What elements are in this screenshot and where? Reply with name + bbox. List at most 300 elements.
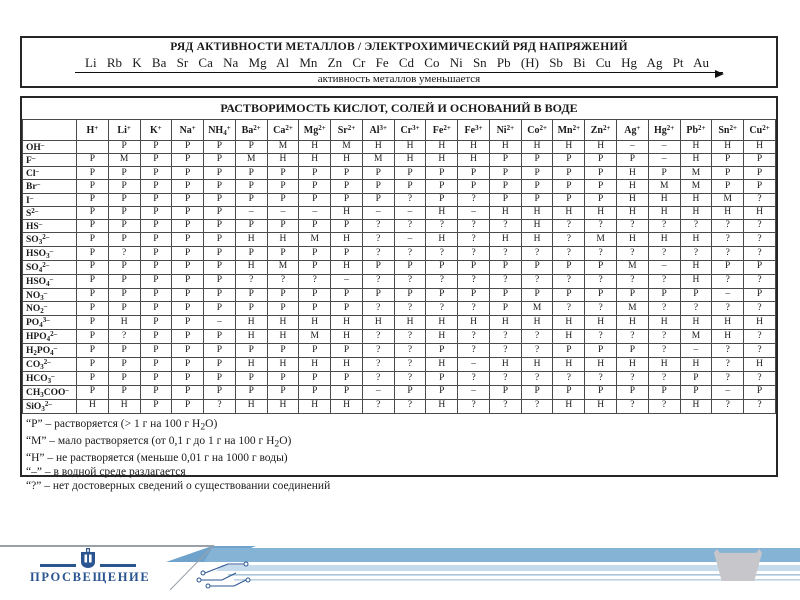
solubility-cell: М <box>648 180 680 193</box>
solubility-cell: Н <box>553 316 585 330</box>
solubility-cell: Н <box>553 358 585 372</box>
solubility-cell: Р <box>426 288 458 302</box>
cation-header: $Co^{2+}$ <box>521 120 553 141</box>
solubility-cell: Р <box>172 302 204 316</box>
solubility-cell: – <box>648 154 680 167</box>
solubility-cell: Р <box>458 288 490 302</box>
table-row <box>23 167 776 180</box>
anion-label: OH– <box>23 141 77 154</box>
table-row <box>23 260 776 274</box>
solubility-cell: ? <box>712 246 744 260</box>
solubility-cell: Н <box>235 232 267 246</box>
solubility-cell: ? <box>744 344 776 358</box>
solubility-cell: Р <box>331 246 363 260</box>
anion-label: SiO$_3^{2-}$ <box>23 399 77 413</box>
solubility-cell: Р <box>331 385 363 399</box>
solubility-cell: Н <box>553 330 585 344</box>
solubility-cell: ? <box>458 330 490 344</box>
solubility-cell: ? <box>299 274 331 288</box>
solubility-cell: Р <box>267 167 299 180</box>
legend-item: “М” – мало растворяется (от 0,1 г до 1 г на 100 г $H_2O$) <box>26 434 292 450</box>
solubility-cell: Н <box>394 141 426 154</box>
anion-label: $SO_3^{2-}$ <box>23 232 77 246</box>
solubility-cell: Н <box>521 141 553 154</box>
solubility-cell: ? <box>426 274 458 288</box>
band-head <box>166 546 256 562</box>
solubility-cell: ? <box>648 302 680 316</box>
solubility-cell: ? <box>617 219 649 232</box>
solubility-cell: ? <box>362 330 394 344</box>
solubility-cell: Р <box>426 180 458 193</box>
solubility-cell: Р <box>331 180 363 193</box>
anion-label: HS– <box>23 219 77 232</box>
solubility-cell: Р <box>744 288 776 302</box>
solubility-cell: Р <box>426 193 458 206</box>
cation-header: $Cr^{3+}$ <box>394 120 426 141</box>
table-row <box>23 154 776 167</box>
solubility-cell: Р <box>299 288 331 302</box>
solubility-cell: Р <box>299 193 331 206</box>
solubility-cell: ? <box>394 371 426 385</box>
solubility-cell: Р <box>108 180 140 193</box>
solubility-cell: Р <box>140 167 172 180</box>
solubility-cell: Р <box>235 167 267 180</box>
solubility-cell: Н <box>331 399 363 413</box>
solubility-cell: ? <box>744 330 776 344</box>
solubility-cell: ? <box>458 399 490 413</box>
solubility-cell: Р <box>585 260 617 274</box>
solubility-cell: ? <box>585 330 617 344</box>
solubility-cell: ? <box>648 330 680 344</box>
solubility-cell: – <box>617 141 649 154</box>
solubility-cell: Н <box>331 358 363 372</box>
solubility-cell: Н <box>712 206 744 219</box>
solubility-cell: Н <box>521 358 553 372</box>
solubility-cell: ? <box>553 219 585 232</box>
solubility-table <box>22 119 776 414</box>
solubility-cell: Р <box>77 260 109 274</box>
solubility-cell: Р <box>235 180 267 193</box>
solubility-cell: М <box>362 154 394 167</box>
table-row <box>23 302 776 316</box>
solubility-cell: Н <box>331 154 363 167</box>
solubility-cell: Р <box>204 141 236 154</box>
solubility-cell: ? <box>394 193 426 206</box>
solubility-cell: Р <box>204 193 236 206</box>
solubility-cell: Р <box>521 260 553 274</box>
solubility-cell: Р <box>204 232 236 246</box>
cation-header: $Fe^{3+}$ <box>458 120 490 141</box>
anion-label: $S^{2-}$ <box>23 206 77 219</box>
solubility-cell: Н <box>331 260 363 274</box>
band-thin-1 <box>228 574 800 576</box>
solubility-cell: Р <box>712 154 744 167</box>
solubility-cell: Н <box>648 232 680 246</box>
anion-label: F– <box>23 154 77 167</box>
solubility-cell: Н <box>680 260 712 274</box>
solubility-cell: ? <box>553 302 585 316</box>
solubility-cell <box>77 141 109 154</box>
solubility-cell: Н <box>426 232 458 246</box>
solubility-cell: Р <box>426 260 458 274</box>
solubility-cell: Н <box>744 206 776 219</box>
solubility-cell: М <box>617 302 649 316</box>
solubility-cell: Н <box>235 358 267 372</box>
solubility-cell: Р <box>267 371 299 385</box>
solubility-cell: ? <box>489 246 521 260</box>
solubility-cell: Р <box>553 385 585 399</box>
band-light <box>216 565 800 571</box>
anion-column-header <box>23 120 77 141</box>
solubility-cell: ? <box>458 232 490 246</box>
solubility-cell: Н <box>521 206 553 219</box>
solubility-cell: ? <box>680 219 712 232</box>
solubility-cell: Р <box>712 260 744 274</box>
solubility-cell: Р <box>362 180 394 193</box>
solubility-cell: ? <box>394 344 426 358</box>
solubility-cell: Р <box>77 344 109 358</box>
solubility-cell: Н <box>299 316 331 330</box>
solubility-cell: Н <box>585 358 617 372</box>
solubility-cell: ? <box>489 274 521 288</box>
solubility-cell: Н <box>299 399 331 413</box>
solubility-cell: ? <box>712 302 744 316</box>
solubility-cell: ? <box>648 219 680 232</box>
solubility-cell: Р <box>235 193 267 206</box>
circuit-lines <box>170 545 214 590</box>
solubility-cell: Р <box>77 246 109 260</box>
solubility-cell: Р <box>267 180 299 193</box>
table-row <box>23 141 776 154</box>
solubility-cell: ? <box>712 232 744 246</box>
solubility-cell: Р <box>712 180 744 193</box>
solubility-cell: ? <box>744 232 776 246</box>
solubility-cell: Р <box>553 180 585 193</box>
publisher-emblem-icon <box>79 548 97 570</box>
solubility-cell: ? <box>712 344 744 358</box>
solubility-cell: Р <box>108 274 140 288</box>
solubility-cell: Н <box>553 141 585 154</box>
solubility-cell: Н <box>108 316 140 330</box>
solubility-cell: Р <box>394 180 426 193</box>
solubility-cell: ? <box>712 371 744 385</box>
solubility-cell: Р <box>489 167 521 180</box>
solubility-cell: Р <box>489 288 521 302</box>
solubility-cell: Р <box>521 180 553 193</box>
table-row <box>23 371 776 385</box>
solubility-cell: ? <box>585 371 617 385</box>
solubility-cell: Р <box>617 154 649 167</box>
solubility-cell: ? <box>744 302 776 316</box>
solubility-cell: ? <box>426 246 458 260</box>
solubility-cell: – <box>712 385 744 399</box>
solubility-cell: Р <box>140 344 172 358</box>
solubility-cell: Р <box>299 180 331 193</box>
solubility-cell: Р <box>77 167 109 180</box>
solubility-cell: Р <box>585 167 617 180</box>
solubility-cell: ? <box>617 399 649 413</box>
cation-header: $Pb^{2+}$ <box>680 120 712 141</box>
solubility-cell: Р <box>553 288 585 302</box>
solubility-cell: Р <box>140 180 172 193</box>
solubility-cell: Р <box>204 260 236 274</box>
solubility-cell: Н <box>267 358 299 372</box>
solubility-cell: Р <box>204 219 236 232</box>
solubility-cell: ? <box>521 246 553 260</box>
solubility-cell: – <box>362 206 394 219</box>
solubility-cell: Р <box>299 385 331 399</box>
solubility-cell: Н <box>648 206 680 219</box>
solubility-cell: Р <box>680 385 712 399</box>
solubility-cell: Р <box>172 141 204 154</box>
solubility-cell: Р <box>77 385 109 399</box>
solubility-cell: Н <box>744 358 776 372</box>
publisher-name: ПРОСВЕЩЕНИЕ <box>30 570 151 584</box>
cation-header: $Hg^{2+}$ <box>648 120 680 141</box>
solubility-cell: ? <box>744 399 776 413</box>
solubility-cell: ? <box>362 344 394 358</box>
solubility-cell: Р <box>140 316 172 330</box>
solubility-cell: Н <box>458 316 490 330</box>
solubility-cell: Н <box>585 316 617 330</box>
solubility-cell: – <box>299 206 331 219</box>
anion-label: $HSO_3^-$ <box>23 246 77 260</box>
solubility-cell: ? <box>108 330 140 344</box>
solubility-cell: Р <box>172 193 204 206</box>
solubility-cell: Н <box>744 141 776 154</box>
solubility-cell: Р <box>235 371 267 385</box>
solubility-cell: Н <box>426 141 458 154</box>
solubility-cell: Р <box>648 167 680 180</box>
solubility-cell: Р <box>744 154 776 167</box>
solubility-cell: Р <box>585 154 617 167</box>
solubility-cell: ? <box>680 246 712 260</box>
solubility-cell: ? <box>712 399 744 413</box>
solubility-cell: Р <box>235 219 267 232</box>
solubility-cell: Р <box>744 260 776 274</box>
solubility-cell: ? <box>204 399 236 413</box>
solubility-cell: Р <box>108 219 140 232</box>
solubility-cell: Р <box>521 193 553 206</box>
solubility-cell: Н <box>680 154 712 167</box>
solubility-cell: ? <box>362 302 394 316</box>
solubility-cell: Р <box>585 344 617 358</box>
solubility-cell: Р <box>299 344 331 358</box>
solubility-cell: Р <box>172 167 204 180</box>
solubility-cell: Р <box>108 385 140 399</box>
solubility-cell: Н <box>744 316 776 330</box>
table-row <box>23 180 776 193</box>
solubility-cell: Р <box>77 330 109 344</box>
solubility-cell: Н <box>553 399 585 413</box>
solubility-cell: Н <box>617 232 649 246</box>
solubility-cell: Н <box>394 316 426 330</box>
cation-header: $NH_4^+$ <box>204 120 236 141</box>
solubility-cell: ? <box>362 274 394 288</box>
solubility-cell: Р <box>204 385 236 399</box>
solubility-cell: Н <box>489 358 521 372</box>
solubility-cell: Р <box>108 302 140 316</box>
cation-header: $Ba^{2+}$ <box>235 120 267 141</box>
solubility-cell: Н <box>426 399 458 413</box>
solubility-cell: – <box>331 274 363 288</box>
table-row <box>23 399 776 413</box>
solubility-cell: ? <box>362 246 394 260</box>
solubility-cell: М <box>680 330 712 344</box>
solubility-cell: ? <box>553 274 585 288</box>
solubility-cell: Н <box>712 330 744 344</box>
cation-header: $Sn^{2+}$ <box>712 120 744 141</box>
solubility-cell: М <box>299 232 331 246</box>
solubility-cell: Р <box>108 167 140 180</box>
cation-header: K+ <box>140 120 172 141</box>
solubility-cell: Р <box>172 206 204 219</box>
solubility-cell: Н <box>362 141 394 154</box>
solubility-cell: Р <box>172 219 204 232</box>
solubility-cell: Н <box>648 316 680 330</box>
activity-series-caption: активность металлов уменьшается <box>317 73 481 85</box>
solubility-cell: Н <box>426 330 458 344</box>
solubility-cell: Р <box>617 288 649 302</box>
solubility-cell: Н <box>617 358 649 372</box>
solubility-cell: – <box>458 385 490 399</box>
solubility-cell: Н <box>331 232 363 246</box>
solubility-cell: Р <box>521 167 553 180</box>
solubility-cell: Н <box>331 330 363 344</box>
solubility-cell: Р <box>648 385 680 399</box>
solubility-cell: Н <box>426 358 458 372</box>
solubility-cell: ? <box>648 344 680 358</box>
solubility-cell: Р <box>140 219 172 232</box>
solubility-cell: Н <box>458 154 490 167</box>
solubility-cell: Р <box>77 302 109 316</box>
cation-header: $Ca^{2+}$ <box>267 120 299 141</box>
solubility-cell: Р <box>585 193 617 206</box>
solubility-cell: Н <box>680 206 712 219</box>
solubility-cell: Р <box>172 246 204 260</box>
solubility-cell: Р <box>77 288 109 302</box>
solubility-cell: Р <box>140 193 172 206</box>
solubility-cell: Р <box>77 154 109 167</box>
solubility-cell: Р <box>394 260 426 274</box>
solubility-cell: Н <box>489 206 521 219</box>
cation-header: $Mg^{2+}$ <box>299 120 331 141</box>
solubility-cell: Р <box>617 385 649 399</box>
solubility-cell: Р <box>489 302 521 316</box>
solubility-cell: Н <box>394 154 426 167</box>
solubility-cell: Р <box>458 167 490 180</box>
solubility-cell: Р <box>108 260 140 274</box>
table-row <box>23 219 776 232</box>
arrow-right-icon <box>715 70 724 78</box>
solubility-cell: ? <box>648 246 680 260</box>
solubility-cell: Р <box>331 344 363 358</box>
solubility-cell: Н <box>426 206 458 219</box>
solubility-cell: Р <box>140 358 172 372</box>
solubility-cell: Р <box>108 371 140 385</box>
solubility-cell: ? <box>553 232 585 246</box>
solubility-cell: Н <box>680 274 712 288</box>
solubility-cell: ? <box>521 330 553 344</box>
band-thin-2 <box>234 579 800 581</box>
activity-series-box <box>20 36 778 88</box>
solubility-cell: Р <box>426 344 458 358</box>
solubility-cell: – <box>458 206 490 219</box>
solubility-cell: Р <box>235 141 267 154</box>
solubility-cell: Н <box>489 141 521 154</box>
solubility-cell: Н <box>680 399 712 413</box>
solubility-cell: Р <box>553 154 585 167</box>
solubility-cell: – <box>267 206 299 219</box>
solubility-cell: ? <box>394 302 426 316</box>
solubility-cell: Р <box>362 193 394 206</box>
solubility-cell: Р <box>585 288 617 302</box>
solubility-cell: Р <box>426 167 458 180</box>
legend <box>22 417 776 494</box>
table-row <box>23 330 776 344</box>
solubility-cell: ? <box>267 274 299 288</box>
solubility-cell: – <box>648 260 680 274</box>
solubility-cell: Р <box>108 358 140 372</box>
cation-header: $Zn^{2+}$ <box>585 120 617 141</box>
solubility-cell: Р <box>680 371 712 385</box>
solubility-cell: Р <box>394 288 426 302</box>
solubility-cell: Н <box>553 206 585 219</box>
legend-item: “Н” – не растворяется (меньше 0,01 г на 1000 г воды) <box>26 452 288 465</box>
solubility-cell: Н <box>267 232 299 246</box>
solubility-cell: Р <box>140 154 172 167</box>
solubility-cell: Р <box>299 167 331 180</box>
anion-label: $HSO_4^-$ <box>23 274 77 288</box>
solubility-cell: Н <box>235 260 267 274</box>
solubility-cell: ? <box>712 219 744 232</box>
solubility-cell: Н <box>235 330 267 344</box>
solubility-cell: Р <box>140 399 172 413</box>
solubility-cell: Р <box>585 385 617 399</box>
solubility-cell: ? <box>585 219 617 232</box>
publisher-logo <box>30 546 150 592</box>
solubility-cell: Н <box>521 232 553 246</box>
anion-label: $SO_4^{2-}$ <box>23 260 77 274</box>
solubility-table-title: РАСТВОРИМОСТЬ КИСЛОТ, СОЛЕЙ И ОСНОВАНИЙ В ВОДЕ <box>220 101 578 115</box>
solubility-cell: Р <box>140 385 172 399</box>
solubility-cell: Н <box>680 358 712 372</box>
cation-header: Li+ <box>108 120 140 141</box>
solubility-cell: Р <box>172 316 204 330</box>
solubility-cell: Р <box>648 288 680 302</box>
solubility-cell: ? <box>680 302 712 316</box>
solubility-cell: – <box>394 206 426 219</box>
solubility-cell: Р <box>489 180 521 193</box>
solubility-cell: Р <box>553 260 585 274</box>
solubility-cell: Р <box>553 167 585 180</box>
solubility-cell: ? <box>648 274 680 288</box>
legend-item: “–” – в водной среде разлагается <box>26 466 186 479</box>
solubility-cell: Н <box>426 154 458 167</box>
solubility-cell: Р <box>204 154 236 167</box>
solubility-cell: ? <box>585 246 617 260</box>
solubility-cell: Н <box>362 316 394 330</box>
solubility-cell: Р <box>235 246 267 260</box>
table-row <box>23 316 776 330</box>
solubility-cell: Р <box>394 167 426 180</box>
solubility-cell: ? <box>458 193 490 206</box>
solubility-cell: Р <box>140 206 172 219</box>
solubility-cell: Р <box>77 358 109 372</box>
solubility-cell: ? <box>394 246 426 260</box>
solubility-cell: Р <box>77 180 109 193</box>
solubility-cell: Р <box>362 167 394 180</box>
